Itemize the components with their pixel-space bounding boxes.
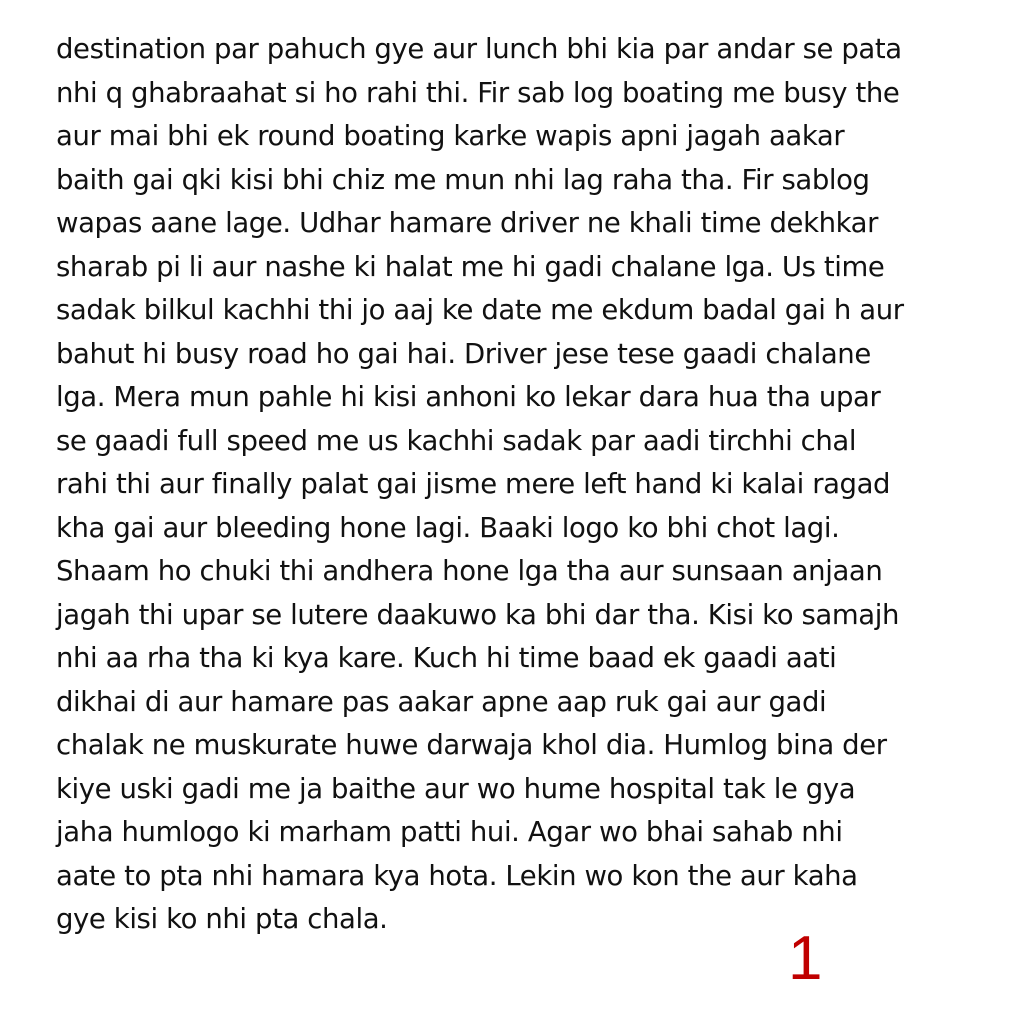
story-line-3: aur mai bhi ek round boating karke wapis apni jagah aakar xyxy=(56,120,845,152)
story-line-14: jagah thi upar se lutere daakuwo ka bhi dar tha. Kisi ko samajh xyxy=(56,598,899,631)
story-line-11: rahi thi aur finally palat gai jisme mere left hand ki kalai ragad xyxy=(56,468,891,500)
story-line-12: kha gai aur bleeding hone lagi. Baaki logo ko bhi chot lagi. xyxy=(56,511,840,544)
story-line-6: sharab pi li aur nashe ki halat me hi gadi chalane lga. Us time xyxy=(56,250,885,283)
story-line-20: aate to pta nhi hamara kya hota. Lekin wo kon the aur kaha xyxy=(56,859,858,892)
story-line-8: bahut hi busy road ho gai hai. Driver jese tese gaadi chalane xyxy=(56,337,871,370)
story-line-2: nhi q ghabraahat si ho rahi thi. Fir sab log boating me busy the xyxy=(56,76,900,109)
story-line-1: destination par pahuch gye aur lunch bhi kia par andar se pata xyxy=(56,33,902,65)
page-number: 1 xyxy=(788,924,823,993)
story-line-9: lga. Mera mun pahle hi kisi anhoni ko lekar dara hua tha upar xyxy=(56,381,881,413)
story-line-7: sadak bilkul kachhi thi jo aaj ke date me ekdum badal gai h aur xyxy=(56,294,904,326)
story-line-10: se gaadi full speed me us kachhi sadak par aadi tirchhi chal xyxy=(56,424,857,457)
story-line-18: kiye uski gadi me ja baithe aur wo hume hospital tak le gya xyxy=(56,772,856,805)
story-line-16: dikhai di aur hamare pas aakar apne aap ruk gai aur gadi xyxy=(56,685,827,718)
story-line-15: nhi aa rha tha ki kya kare. Kuch hi time baad ek gaadi aati xyxy=(56,642,837,674)
story-line-17: chalak ne muskurate huwe darwaja khol dia. Humlog bina der xyxy=(56,729,887,761)
story-line-4: baith gai qki kisi bhi chiz me mun nhi lag raha tha. Fir sablog xyxy=(56,163,870,196)
story-line-5: wapas aane lage. Udhar hamare driver ne khali time dekhkar xyxy=(56,207,879,239)
story-line-13: Shaam ho chuki thi andhera hone lga tha aur sunsaan anjaan xyxy=(56,555,883,587)
story-line-19: jaha humlogo ki marham patti hui. Agar wo bhai sahab nhi xyxy=(56,816,843,848)
story-line-21: gye kisi ko nhi pta chala. xyxy=(56,903,388,935)
story-paragraph xyxy=(56,28,996,942)
